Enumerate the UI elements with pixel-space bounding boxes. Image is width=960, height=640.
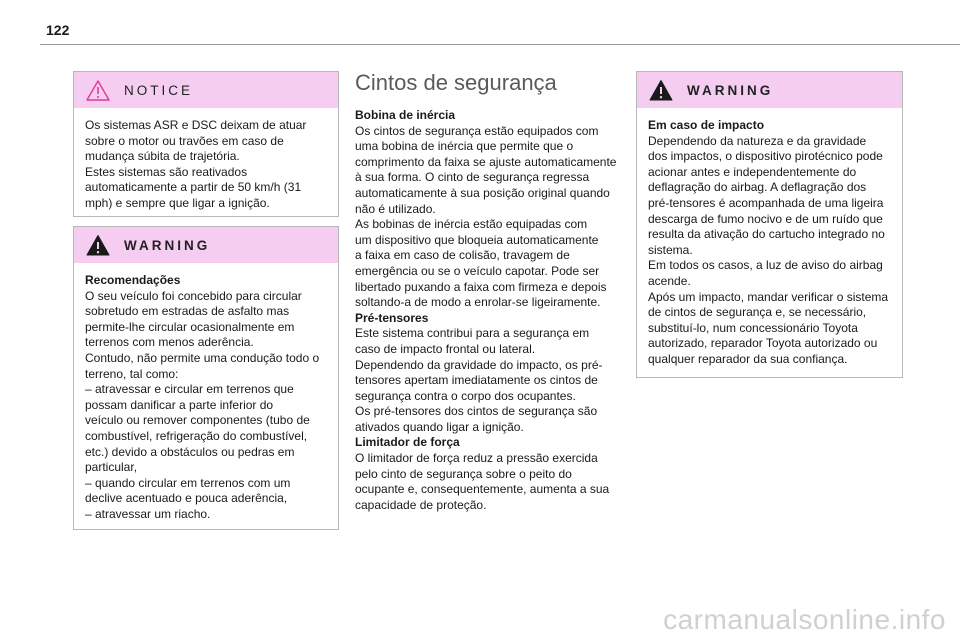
body-line: Dependendo da gravidade do impacto, os pré- — [355, 357, 603, 372]
warning-line: acionar antes e independentemente do — [648, 164, 857, 179]
notice-line: automaticamente a partir de 50 km/h (31 — [85, 180, 302, 195]
warning-line: possam danificar a parte inferior do — [85, 397, 274, 412]
body-line: comprimento da faixa se ajuste automaticamente — [355, 154, 617, 169]
warning-line: terreno, tal como: — [85, 366, 179, 381]
warning-line: resulta da ativação do cartucho integrado no — [648, 227, 885, 242]
warning-line: dos impactos, o dispositivo pirotécnico pode — [648, 149, 883, 164]
body-line: Os cintos de segurança estão equipados com — [355, 123, 599, 138]
body-line: Este sistema contribui para a segurança em — [355, 326, 590, 341]
warning-heading-left: Recomendações — [85, 273, 181, 287]
warning-triangle-icon — [86, 234, 110, 256]
section-title: Cintos de segurança — [355, 70, 557, 95]
body-line: emergência ou se o veículo capotar. Pode ser — [355, 263, 600, 278]
body-line: capacidade de proteção. — [355, 497, 487, 512]
body-line: Os pré-tensores dos cintos de segurança são — [355, 404, 598, 419]
notice-title: NOTICE — [124, 82, 194, 98]
body-line: tensores apertam imediatamente os cintos de — [355, 373, 598, 388]
warning-line: etc.) devido a obstáculos ou pedras em — [85, 444, 295, 459]
warning-line: sistema. — [648, 242, 693, 257]
body-line: ocupante e, consequentemente, aumenta a sua — [355, 482, 610, 497]
warning-line: Dependendo da natureza e da gravidade — [648, 133, 867, 148]
warning-line: – atravessar e circular em terrenos que — [85, 382, 294, 397]
warning-line: combustível, refrigeração do combustível, — [85, 428, 308, 443]
warning-line: substituí-lo, num concessionário Toyota — [648, 320, 858, 335]
warning-heading-right: Em caso de impacto — [648, 118, 765, 132]
warning-line: permite-lhe circular ocasionalmente em — [85, 319, 295, 334]
warning-line: descarga de fumo nocivo e de um ruído que — [648, 211, 883, 226]
warning-line: particular, — [85, 460, 138, 475]
warning-line: Em todos os casos, a luz de aviso do airbag — [648, 258, 883, 273]
body-line: automaticamente à sua posição original quando — [355, 185, 610, 200]
warning-line: terrenos com menos aderência. — [85, 335, 254, 350]
notice-body — [74, 108, 338, 220]
body-line: ativados quando ligar a ignição. — [355, 419, 524, 434]
body-line: libertado puxando a faixa com firmeza e depois — [355, 279, 607, 294]
warning-line: autorizado, reparador Toyota autorizado ou — [648, 336, 878, 351]
warning-line: sobretudo em estradas de asfalto mas — [85, 304, 290, 319]
body-line: soltando-a de modo a enrolar-se ligeiramente. — [355, 295, 601, 310]
body-line: não é utilizado. — [355, 201, 436, 216]
body-line: As bobinas de inércia estão equipadas com — [355, 217, 588, 232]
watermark: carmanualsonline.info — [663, 604, 946, 635]
notice-triangle-icon — [86, 79, 110, 101]
notice-box — [73, 71, 339, 217]
main-column — [355, 70, 625, 513]
warning-title-left: WARNING — [124, 237, 211, 253]
warning-line: Contudo, não permite uma condução todo o — [85, 350, 320, 365]
header-divider — [40, 44, 960, 45]
body-line: à sua forma. O cinto de segurança regressa — [355, 170, 590, 185]
warning-line: O seu veículo foi concebido para circular — [85, 288, 302, 303]
subsection-heading: Bobina de inércia — [355, 108, 456, 122]
warning-line: qualquer reparador da sua confiança. — [648, 351, 848, 366]
warning-line: veículo ou remover componentes (tubo de — [85, 413, 310, 428]
body-line: um dispositivo que bloqueia automaticamente — [355, 232, 599, 247]
subsection-heading: Pré-tensores — [355, 310, 429, 325]
body-line: caso de impacto frontal ou lateral. — [355, 341, 536, 356]
notice-line: sobre o motor ou travões em caso de — [85, 133, 284, 148]
warning-line: – quando circular em terrenos com um — [85, 475, 291, 490]
main-text — [355, 108, 625, 513]
warning-title-right: WARNING — [687, 82, 774, 98]
subsection-heading: Limitador de força — [355, 435, 460, 450]
warning-box-left — [73, 226, 339, 530]
warning-header-right — [637, 72, 902, 108]
body-line: O limitador de força reduz a pressão exercida — [355, 451, 598, 466]
warning-line: deflagração do airbag. A deflagração dos — [648, 180, 867, 195]
notice-header — [74, 72, 338, 108]
page-number: 122 — [46, 22, 70, 38]
body-line: segurança contra o corpo dos ocupantes. — [355, 388, 576, 403]
notice-line: mudança súbita de trajetória. — [85, 149, 240, 164]
warning-line: pré-tensores é acompanhada de uma ligeira — [648, 195, 884, 210]
warning-body-left — [74, 263, 338, 531]
warning-line: Após um impacto, mandar verificar o sistema — [648, 289, 889, 304]
warning-line: declive acentuado e pouca aderência, — [85, 491, 288, 506]
warning-line: – atravessar um riacho. — [85, 506, 211, 521]
body-line: pelo cinto de segurança sobre o peito do — [355, 466, 572, 481]
warning-triangle-icon — [649, 79, 673, 101]
notice-line: mph) e sempre que ligar a ignição. — [85, 195, 270, 210]
warning-line: acende. — [648, 273, 691, 288]
warning-body-right — [637, 108, 902, 376]
warning-box-right — [636, 71, 903, 378]
warning-line: de cintos de segurança e, se necessário, — [648, 305, 867, 320]
notice-line: Os sistemas ASR e DSC deixam de atuar — [85, 118, 307, 132]
warning-header-left — [74, 227, 338, 263]
notice-line: Estes sistemas são reativados — [85, 164, 248, 179]
body-line: uma bobina de inércia que permite que o — [355, 139, 574, 154]
body-line: a faixa em caso de colisão, travagem de — [355, 248, 570, 263]
